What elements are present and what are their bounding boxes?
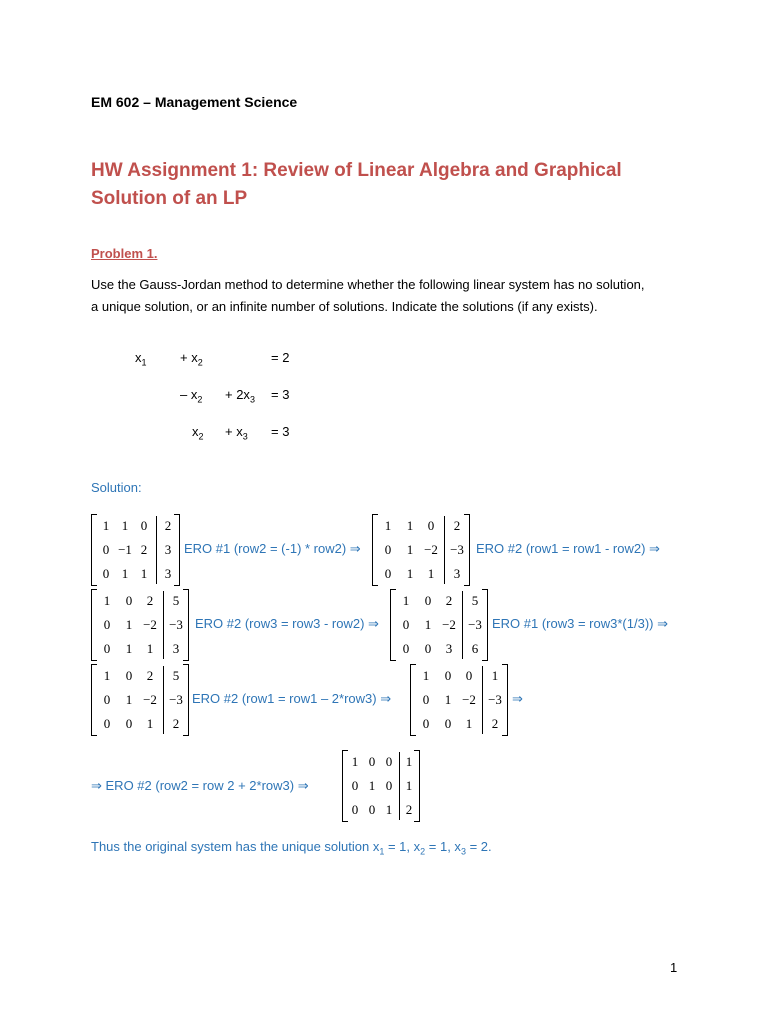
matrix-cell: −3 — [488, 692, 502, 707]
matrix-cell: −2 — [143, 692, 157, 707]
matrix-cell: 0 — [140, 518, 148, 533]
matrix-cell: 0 — [422, 692, 430, 707]
matrix-cell: 1 — [406, 518, 414, 533]
matrix-cell: 1 — [125, 692, 133, 707]
matrix-row — [411, 688, 507, 712]
eq3-term3: + $x_3$ — [225, 424, 248, 442]
matrix-cell: 1 — [427, 566, 435, 581]
matrix-cell: 0 — [125, 668, 133, 683]
matrix-cell: 1 — [146, 716, 154, 731]
matrix-cell: −1 — [118, 542, 132, 557]
matrix-cell: 2 — [164, 518, 172, 533]
eq2-term3: + $2x_3$ — [225, 387, 255, 405]
matrix-cell: 2 — [146, 593, 154, 608]
matrix-cell: 5 — [471, 593, 479, 608]
step-5-text: ERO #2 (row1 = row1 – 2*row3) ⇒ — [192, 691, 392, 706]
step-2-text: ERO #2 (row1 = row1 - row2) ⇒ — [476, 541, 660, 556]
matrix-cell: 2 — [453, 518, 461, 533]
matrix-cell: 1 — [406, 542, 414, 557]
matrix-4 — [390, 589, 488, 661]
matrix-row — [92, 664, 188, 688]
matrix-cell: 0 — [385, 754, 393, 769]
matrix-cell: 2 — [445, 593, 453, 608]
matrix-cell: 0 — [103, 641, 111, 656]
matrix-cell: 0 — [427, 518, 435, 533]
eq1-rhs: = 2 — [271, 350, 290, 365]
matrix-cell: 0 — [368, 802, 376, 817]
matrix-6 — [410, 664, 508, 736]
matrix-1 — [91, 514, 180, 586]
matrix-row — [343, 774, 419, 798]
matrix-cell: 2 — [172, 716, 180, 731]
matrix-cell: 3 — [172, 641, 180, 656]
matrix-cell: 1 — [385, 802, 393, 817]
matrix-cell: −2 — [462, 692, 476, 707]
matrix-cell: 0 — [351, 802, 359, 817]
matrix-cell: 0 — [103, 617, 111, 632]
step-1-text: ERO #1 (row2 = (-1) * row2) ⇒ — [184, 541, 361, 556]
matrix-cell: 0 — [368, 754, 376, 769]
eq2-term2: – $x_2$ — [180, 387, 203, 405]
matrix-cell: 0 — [444, 716, 452, 731]
matrix-cell: 5 — [172, 668, 180, 683]
step-7-text: ⇒ ERO #2 (row2 = row 2 + 2*row3) ⇒ — [91, 778, 309, 793]
problem-label: Problem 1. — [91, 246, 158, 261]
matrix-row — [343, 798, 419, 822]
matrix-row — [391, 589, 487, 613]
matrix-row — [92, 538, 179, 562]
matrix-row — [92, 688, 188, 712]
matrix-cell: 0 — [125, 716, 133, 731]
matrix-cell: 0 — [103, 692, 111, 707]
matrix-row — [92, 562, 179, 586]
matrix-cell: 2 — [405, 802, 413, 817]
matrix-row — [411, 712, 507, 736]
matrix-cell: 1 — [402, 593, 410, 608]
matrix-cell: 2 — [140, 542, 148, 557]
matrix-cell: 0 — [402, 641, 410, 656]
conclusion-text: Thus the original system has the unique solution $x_1 = 1$, $x_2 = 1$, $x_3 = 2$. — [91, 839, 492, 857]
matrix-cell: 6 — [471, 641, 479, 656]
matrix-cell: −3 — [169, 692, 183, 707]
matrix-cell: 0 — [402, 617, 410, 632]
matrix-cell: 1 — [140, 566, 148, 581]
matrix-cell: −2 — [424, 542, 438, 557]
matrix-cell: 1 — [405, 778, 413, 793]
matrix-cell: 2 — [491, 716, 499, 731]
matrix-cell: 5 — [172, 593, 180, 608]
matrix-cell: −3 — [450, 542, 464, 557]
matrix-cell: 3 — [445, 641, 453, 656]
solution-label: Solution: — [91, 480, 142, 495]
matrix-cell: 1 — [102, 518, 110, 533]
matrix-cell: 0 — [103, 716, 111, 731]
eq3-term2: $x_2$ — [192, 424, 204, 442]
matrix-cell: 1 — [422, 668, 430, 683]
matrix-7 — [342, 750, 420, 822]
matrix-row — [391, 613, 487, 637]
matrix-cell: 1 — [103, 593, 111, 608]
matrix-cell: 0 — [422, 716, 430, 731]
matrix-cell: 3 — [164, 542, 172, 557]
matrix-cell: 2 — [146, 668, 154, 683]
matrix-cell: 0 — [125, 593, 133, 608]
matrix-cell: 1 — [125, 617, 133, 632]
matrix-cell: 1 — [368, 778, 376, 793]
matrix-cell: 0 — [385, 778, 393, 793]
matrix-cell: 1 — [424, 617, 432, 632]
matrix-cell: −2 — [143, 617, 157, 632]
matrix-cell: 1 — [444, 692, 452, 707]
matrix-cell: 3 — [164, 566, 172, 581]
matrix-cell: 1 — [125, 641, 133, 656]
matrix-cell: 1 — [121, 566, 129, 581]
eq2-rhs: = 3 — [271, 387, 290, 402]
matrix-3 — [91, 589, 189, 661]
matrix-cell: 1 — [465, 716, 473, 731]
matrix-row — [92, 613, 188, 637]
matrix-2 — [372, 514, 470, 586]
course-title: EM 602 – Management Science — [91, 94, 298, 110]
step-4-text: ERO #1 (row3 = row3*(1/3)) ⇒ — [492, 616, 668, 631]
matrix-cell: −3 — [468, 617, 482, 632]
matrix-row — [391, 637, 487, 661]
matrix-cell: 0 — [102, 542, 110, 557]
matrix-cell: 1 — [146, 641, 154, 656]
matrix-row — [343, 750, 419, 774]
matrix-cell: 1 — [121, 518, 129, 533]
matrix-cell: −3 — [169, 617, 183, 632]
matrix-row — [92, 712, 188, 736]
matrix-row — [92, 514, 179, 538]
matrix-row — [411, 664, 507, 688]
matrix-cell: 0 — [351, 778, 359, 793]
matrix-cell: 1 — [351, 754, 359, 769]
matrix-cell: 1 — [405, 754, 413, 769]
matrix-row — [92, 637, 188, 661]
eq3-rhs: = 3 — [271, 424, 290, 439]
matrix-5 — [91, 664, 189, 736]
matrix-cell: 0 — [384, 566, 392, 581]
eq1-term1: $x_1$ — [135, 350, 147, 368]
matrix-cell: 0 — [102, 566, 110, 581]
assignment-title: HW Assignment 1: Review of Linear Algebra and Graphical Solution of an LP — [91, 160, 622, 209]
matrix-cell: −2 — [442, 617, 456, 632]
step-3-text: ERO #2 (row3 = row3 - row2) ⇒ — [195, 616, 379, 631]
matrix-row — [373, 514, 469, 538]
matrix-cell: 0 — [424, 593, 432, 608]
matrix-cell: 1 — [491, 668, 499, 683]
matrix-row — [92, 589, 188, 613]
matrix-cell: 0 — [384, 542, 392, 557]
matrix-cell: 0 — [444, 668, 452, 683]
eq1-term2: + $x_2$ — [180, 350, 203, 368]
page-number: 1 — [670, 960, 678, 975]
matrix-cell: 1 — [384, 518, 392, 533]
matrix-cell: 1 — [406, 566, 414, 581]
matrix-cell: 0 — [465, 668, 473, 683]
matrix-row — [373, 538, 469, 562]
step-6-text: ⇒ — [512, 691, 523, 706]
problem-text: Use the Gauss-Jordan method to determine whether the following linear system has no solution, a unique solution, or an infinite number of solutions. Indicate the solutions (if any exists). — [91, 277, 645, 314]
matrix-cell: 1 — [103, 668, 111, 683]
matrix-row — [373, 562, 469, 586]
matrix-cell: 0 — [424, 641, 432, 656]
matrix-cell: 3 — [453, 566, 461, 581]
